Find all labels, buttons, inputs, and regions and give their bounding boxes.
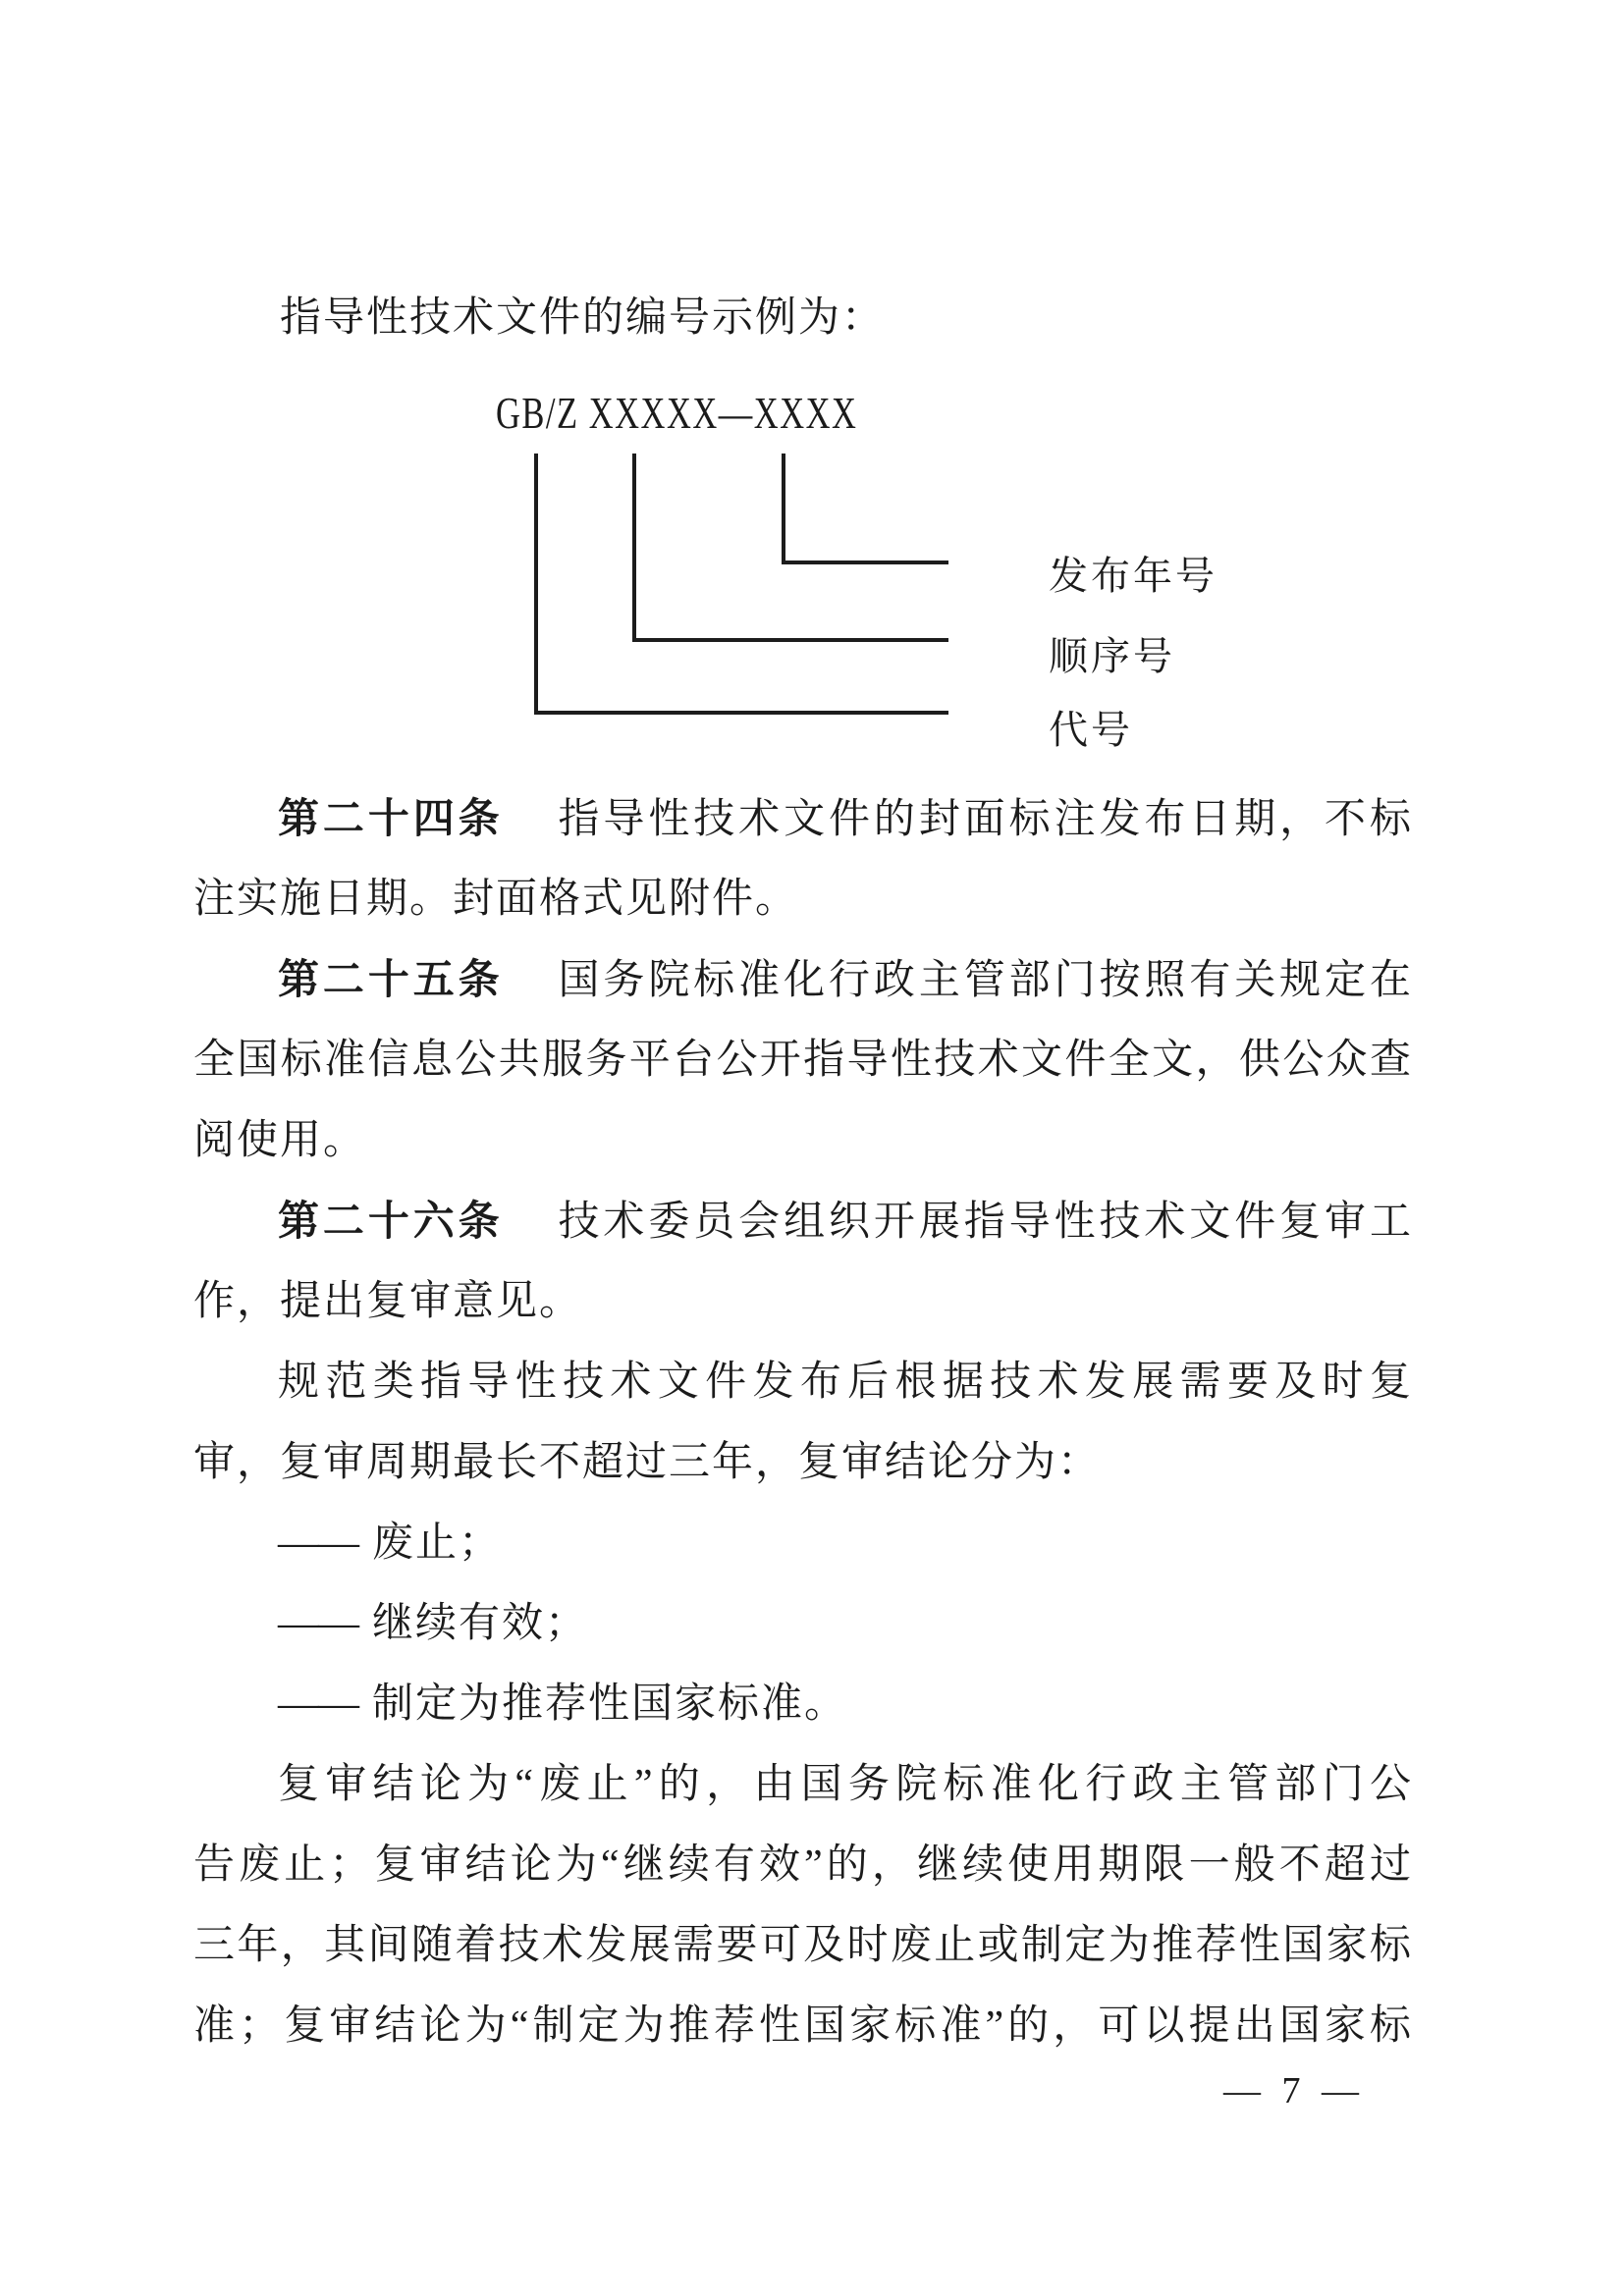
article-heading-line: 第二十六条 技术委员会组织开展指导性技术文件复审工 <box>278 1198 1411 1245</box>
text-line: 准；复审结论为“制定为推荐性国家标准”的，可以提出国家标 <box>193 2003 1411 2049</box>
standard-code-example: GB/Z XXXXX—XXXX <box>496 388 858 438</box>
article-number: 第二十五条 <box>278 956 504 1002</box>
text-line: 注实施日期。封面格式见附件。 <box>193 877 799 922</box>
list-item-line: —— 废止； <box>278 1521 503 1566</box>
intro-line: 指导性技术文件的编号示例为： <box>280 295 886 341</box>
body-lines <box>193 778 1411 2066</box>
article-number: 第二十六条 <box>278 1198 504 1244</box>
text-line: 作，提出复审意见。 <box>193 1279 583 1324</box>
text-line: 复审结论为“废止”的，由国务院标准化行政主管部门公 <box>278 1762 1411 1807</box>
article-heading-line: 第二十四条 指导性技术文件的封面标注发布日期，不标 <box>278 795 1411 842</box>
diagram-label-sequence: 顺序号 <box>1049 634 1175 678</box>
list-item-line: —— 继续有效； <box>278 1601 589 1646</box>
list-item-line: —— 制定为推荐性国家标准。 <box>278 1682 848 1727</box>
article-heading-line: 第二十五条 国务院标准化行政主管部门按照有关规定在 <box>278 956 1411 1003</box>
article-number: 第二十四条 <box>278 795 504 841</box>
connector-line-sequence <box>634 454 948 640</box>
diagram-label-year: 发布年号 <box>1049 554 1217 598</box>
connector-line-code <box>536 454 948 713</box>
text-line: 全国标准信息公共服务平台公开指导性技术文件全文，供公众查 <box>193 1038 1411 1083</box>
text-line: 告废止；复审结论为“继续有效”的，继续使用期限一般不超过 <box>193 1842 1411 1888</box>
text-line: 阅使用。 <box>193 1118 367 1163</box>
diagram-label-code: 代号 <box>1049 708 1133 752</box>
list-dash: —— <box>278 1601 358 1646</box>
text-line: 三年，其间随着技术发展需要可及时废止或制定为推荐性国家标 <box>193 1923 1411 1968</box>
connector-line-year <box>784 454 948 562</box>
list-dash: —— <box>278 1521 358 1566</box>
list-dash: —— <box>278 1682 358 1727</box>
page-number: — 7 — <box>1223 2070 1360 2111</box>
text-line: 规范类指导性技术文件发布后根据技术发展需要及时复 <box>278 1360 1411 1405</box>
numbering-diagram <box>442 452 962 726</box>
text-line: 审，复审周期最长不超过三年，复审结论分为： <box>193 1440 1102 1485</box>
